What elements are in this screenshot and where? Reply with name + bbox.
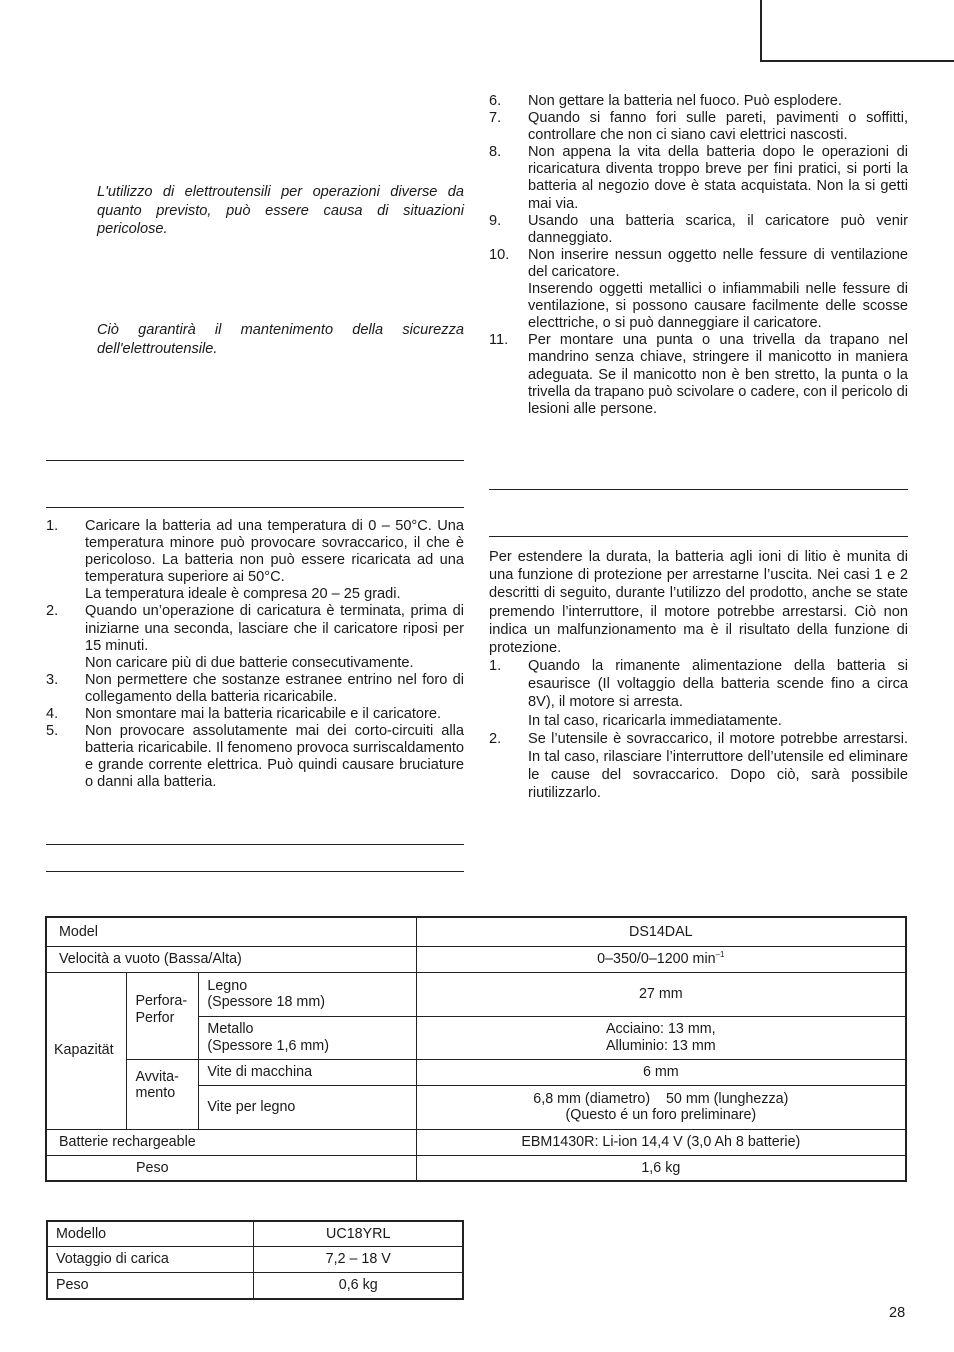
list-item: 8. Non appena la vita della batteria dopo le operazioni di ricaricatura diventa troppo breve per fini pratici, si porti la batteria al negozio dove è stata acquistata. Non la si getti mai via. [489, 144, 908, 212]
machine-screw-value: 6 mm [416, 1059, 906, 1085]
charger-voltage-label: Votaggio di carica [47, 1246, 254, 1272]
model-value: DS14DAL [416, 917, 906, 946]
table-row [47, 1221, 463, 1246]
battery-value: EBM1430R: Li-ion 14,4 V (3,0 Ah 8 batterie) [416, 1129, 906, 1155]
charger-weight-value: 0,6 kg [254, 1272, 463, 1299]
wood-label: Legno (Spessore 18 mm) [199, 972, 416, 1016]
table-row [46, 946, 906, 972]
list-item: 11. Per montare una punta o una trivella da trapano nel mandrino senza chiave, stringere il manicotto in maniera adeguata. Se il manicotto non è ben stretto, la punta o la trivella da trapano può scivolare o cadere, con il pericolo di lesioni alle persone. [489, 332, 908, 417]
table-row [46, 972, 906, 1016]
italic-note-misuse: L'utilizzo di elettroutensili per operazioni diverse da quanto previsto, può essere causa di situazioni pericolose. [97, 184, 464, 237]
metal-value: Acciaino: 13 mm, Alluminio: 13 mm [416, 1016, 906, 1059]
weight-label: Peso [46, 1155, 416, 1181]
general-precautions-list [489, 93, 908, 418]
protection-list [489, 657, 908, 803]
italic-note-safety: Ciò garantirà il mantenimento della sicurezza dell'elettroutensile. [97, 322, 464, 357]
wood-screw-value: 6,8 mm (diametro) 50 mm (lunghezza) (Questo é un foro preliminare) [416, 1085, 906, 1129]
table-row [46, 1155, 906, 1181]
section-divider [489, 536, 908, 537]
wood-screw-label: Vite per legno [199, 1085, 416, 1129]
protection-intro: Per estendere la durata, la batteria agli ioni di litio è munita di una funzione di protezione per arrestarne l’uscita. Nei casi 1 e 2 descritti di seguito, durante l’utilizzo del prodotto, anche se state premendo l’interruttore, il motore potrebbe arrestarsi. Ciò non indica un malfunzionamento ma è il risultato della funzione di protezione. [489, 549, 908, 657]
table-row [47, 1272, 463, 1299]
table-row [46, 1129, 906, 1155]
list-item: 5. Non provocare assolutamente mai dei corto-circuiti alla batteria ricaricabile. Il fenomeno provoca surriscaldamento e grande corrente elettrica. Può quindi causare bruciature o danni alla batteria. [46, 723, 464, 791]
machine-screw-label: Vite di macchina [199, 1059, 416, 1085]
battery-label: Batterie rechargeable [46, 1129, 416, 1155]
model-label: Model [46, 917, 416, 946]
list-item: 1. Caricare la batteria ad una temperatura di 0 – 50°C. Una temperatura minore può provocare sovraccarico, il che è pericoloso. La batteria non può essere ricaricata ad una temperatura superiore ai 50°C. La temperatura ideale è compresa 20 – 25 gradi. [46, 518, 464, 603]
section-divider [489, 489, 908, 490]
charger-voltage-value: 7,2 – 18 V [254, 1246, 463, 1272]
capacity-label: Kapazität [46, 972, 127, 1129]
list-item: 3. Non permettere che sostanze estranee entrino nel foro di collegamento della batteria ricaricabile. [46, 671, 464, 705]
metal-label: Metallo (Spessore 1,6 mm) [199, 1016, 416, 1059]
list-item: 4. Non smontare mai la batteria ricaricabile e il caricatore. [46, 706, 442, 723]
section-divider [46, 844, 464, 845]
weight-value: 1,6 kg [416, 1155, 906, 1181]
section-divider [46, 460, 464, 461]
list-item: 10. Non inserire nessun oggetto nelle fessure di ventilazione del caricatore. Inserendo oggetti metallici o infiammabili nelle fessure di ventilazione, si possono causare facilmente delle scosse electtriche, o si può danneggiare il caricatore. [489, 246, 908, 332]
drilling-label: Perfora- Perfor [127, 972, 199, 1059]
section-divider [46, 871, 464, 872]
charger-weight-label: Peso [47, 1272, 254, 1299]
charger-model-label: Modello [47, 1221, 254, 1246]
list-item: 7. Quando si fanno fori sulle pareti, pavimenti o soffitti, controllare che non ci siano cavi elettrici nascosti. [489, 110, 908, 144]
list-item: 1. Quando la rimanente alimentazione della batteria si esaurisce (Il voltaggio della batteria scende fino a circa 8V), il motore si arresta. In tal caso, ricaricarla immediatamente. [489, 658, 908, 729]
list-item: 9. Usando una batteria scarica, il caricatore può venir danneggiato. [489, 212, 908, 246]
table-row [46, 917, 906, 946]
table-row [46, 1059, 906, 1085]
speed-value: 0–350/0–1200 $\min^{-1}$ [416, 946, 906, 972]
driving-label: Avvita- mento [127, 1059, 199, 1129]
table-row [47, 1246, 463, 1272]
charger-spec-table [46, 1220, 464, 1300]
wood-value: 27 mm [416, 972, 906, 1016]
section-divider [46, 507, 464, 508]
list-item: 6. Non gettare la batteria nel fuoco. Può esplodere. [489, 93, 842, 109]
page-number: 28 [889, 1305, 906, 1321]
charger-model-value: UC18YRL [254, 1221, 463, 1246]
list-item: 2. Se l’utensile è sovraccarico, il motore potrebbe arrestarsi. In tal caso, rilasciare l’interruttore dell’utensile ed eliminare le cause del sovraccarico. Dopo ciò, sarà possibile riutilizzarlo. [489, 730, 908, 802]
tool-spec-table [45, 916, 907, 1182]
charger-precautions-list [46, 518, 464, 792]
list-item: 2. Quando un’operazione di caricatura è terminata, prima di iniziarne una seconda, lasciare che il caricatore riposi per 15 minuti. Non caricare più di due batterie consecutivamente. [46, 603, 464, 671]
page-tab-marker [760, 0, 954, 62]
speed-label: Velocità a vuoto (Bassa/Alta) [46, 946, 416, 972]
